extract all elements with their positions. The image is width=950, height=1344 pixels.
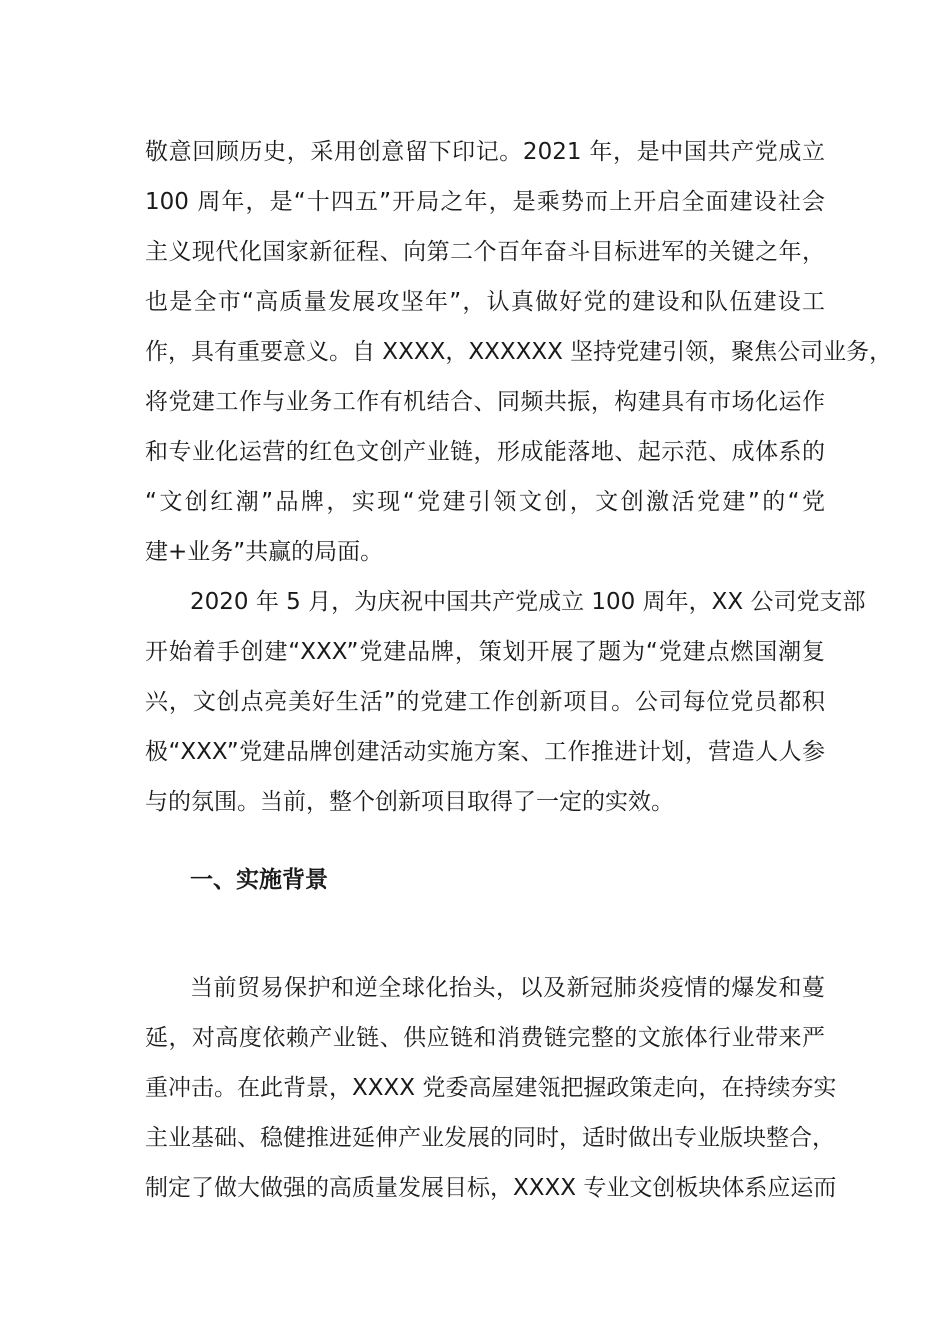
- section-heading: 一、实施背景: [190, 867, 328, 893]
- paragraph-3-line-4: 主业基础、稳健推进延伸产业发展的同时，适时做出专业版块整合，: [145, 1125, 835, 1151]
- paragraph-3-line-2: 延，对高度依赖产业链、供应链和消费链完整的文旅体行业带来严: [145, 1025, 825, 1051]
- paragraph-1-line-7: 和专业化运营的红色文创产业链，形成能落地、起示范、成体系的: [145, 439, 825, 465]
- paragraph-2-line-2: 开始着手创建“XXX”党建品牌，策划开展了题为“党建点燃国潮复: [145, 639, 825, 665]
- paragraph-2-line-3: 兴，文创点亮美好生活”的党建工作创新项目。公司每位党员都积: [145, 689, 825, 715]
- paragraph-2-line-5: 与的氛围。当前，整个创新项目取得了一定的实效。: [145, 789, 674, 815]
- paragraph-1-line-9: 建+业务”共赢的局面。: [145, 539, 384, 565]
- paragraph-1-line-6: 将党建工作与业务工作有机结合、同频共振，构建具有市场化运作: [145, 389, 825, 415]
- paragraph-1-line-2: 100 周年，是“十四五”开局之年，是乘势而上开启全面建设社会: [145, 189, 825, 215]
- paragraph-1-line-4: 也是全市“高质量发展攻坚年”，认真做好党的建设和队伍建设工: [145, 289, 825, 315]
- paragraph-1-line-8: “文创红潮”品牌，实现“党建引领文创，文创激活党建”的“党: [145, 489, 825, 515]
- paragraph-3-line-1: 当前贸易保护和逆全球化抬头，以及新冠肺炎疫情的爆发和蔓: [190, 975, 825, 1001]
- paragraph-1-line-3: 主义现代化国家新征程、向第二个百年奋斗目标进军的关键之年，: [145, 239, 825, 265]
- paragraph-2-line-1: 2020 年 5 月，为庆祝中国共产党成立 100 周年，XX 公司党支部: [190, 589, 866, 615]
- paragraph-3-line-5: 制定了做大做强的高质量发展目标，XXXX 专业文创板块体系应运而: [145, 1175, 837, 1201]
- paragraph-1-line-1: 敬意回顾历史，采用创意留下印记。2021 年，是中国共产党成立: [145, 139, 825, 165]
- paragraph-2-line-4: 极“XXX”党建品牌创建活动实施方案、工作推进计划，营造人人参: [145, 739, 825, 765]
- paragraph-1-line-5: 作，具有重要意义。自 XXXX，XXXXXX 坚持党建引领，聚焦公司业务，: [145, 339, 893, 365]
- paragraph-3-line-3: 重冲击。在此背景，XXXX 党委高屋建瓴把握政策走向，在持续夯实: [145, 1075, 837, 1101]
